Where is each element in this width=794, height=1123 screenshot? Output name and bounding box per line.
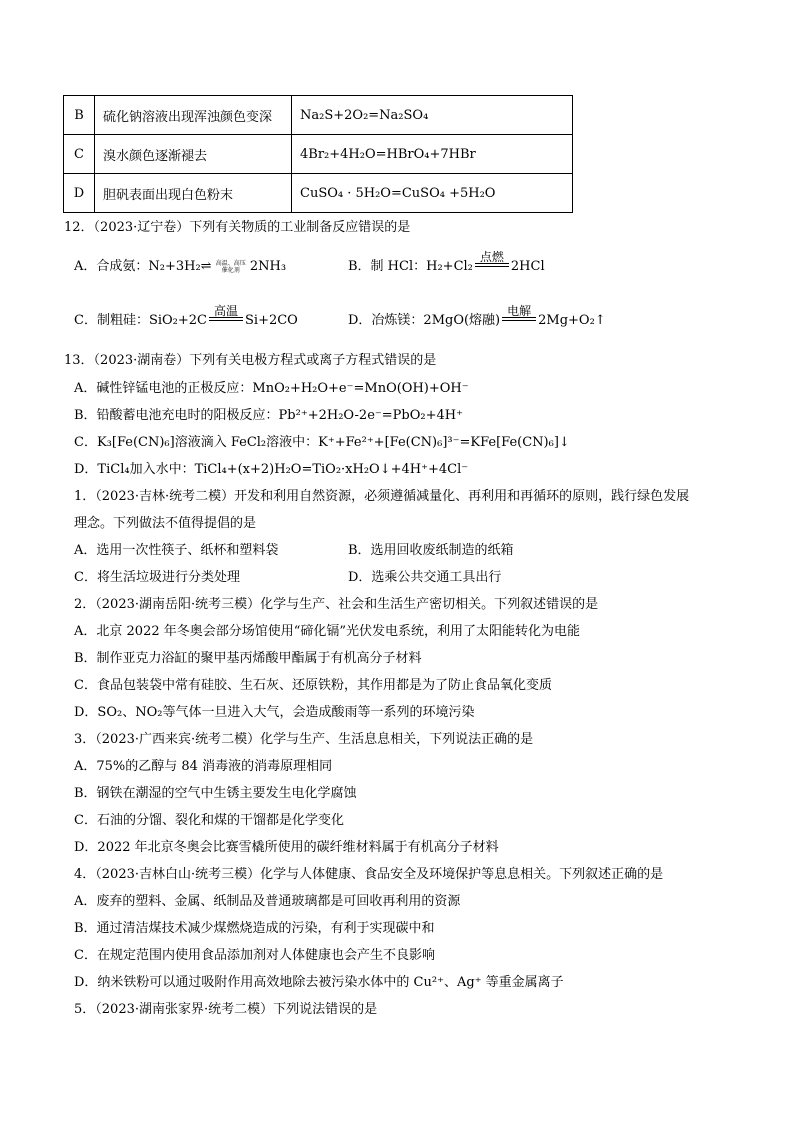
q4-stem: 4．（2023·吉林白山·统考三模）化学与人体健康、食品安全及环境保护等息息相关。下列叙述正确的是: [74, 867, 664, 882]
table-row: [64, 174, 573, 213]
q12-option-b: [348, 249, 545, 276]
row-key: B: [64, 96, 95, 135]
q12-option-a: [74, 258, 286, 276]
q12-stem: 12．（2023·辽宁卷）下列有关物质的工业制备反应错误的是: [64, 220, 411, 235]
q4-option-c: C．在规定范围内使用食品添加剂对人体健康也会产生不良影响: [74, 948, 435, 963]
reaction-condition: [502, 305, 536, 321]
q12-d-text: D．冶炼镁：2MgO(熔融): [348, 313, 501, 328]
condition-bottom: 催化剂: [221, 266, 240, 274]
q4-option-a: A．废弃的塑料、金属、纸制品及普通玻璃都是可回收再利用的资源: [74, 894, 461, 909]
q3-option-c: C．石油的分馏、裂化和煤的干馏都是化学变化: [74, 813, 344, 828]
condition-label: 电解: [507, 303, 532, 318]
q12-option-c: [74, 303, 298, 330]
q12-d-product: 2Mg+O₂↑: [538, 313, 606, 328]
q12-c-text: C．制粗硅：SiO₂+2C: [74, 313, 207, 328]
q2-option-c: C．食品包装袋中常有硅胶、生石灰、还原铁粉，其作用都是为了防止食品氧化变质: [74, 678, 552, 693]
q13-option-a: A．碱性锌锰电池的正极反应：MnO₂+H₂O+e⁻=MnO(OH)+OH⁻: [74, 381, 469, 396]
row-description: 胆矾表面出现白色粉末: [95, 174, 292, 213]
table-row: [64, 96, 573, 135]
q4-option-d: D．纳米铁粉可以通过吸附作用高效地除去被污染水体中的 Cu²⁺、Ag⁺ 等重金属离子: [74, 975, 564, 990]
q1-option-a: A．选用一次性筷子、纸杯和塑料袋: [74, 543, 279, 558]
q1-option-b: B．选用回收废纸制造的纸箱: [348, 543, 514, 558]
q12-option-d: [348, 303, 606, 330]
condition-top: 高温、高压: [215, 259, 246, 267]
q3-option-d: D．2022 年北京冬奥会比赛雪橇所使用的碳纤维材料属于有机高分子材料: [74, 840, 499, 855]
q1-option-c: C．将生活垃圾进行分类处理: [74, 570, 240, 585]
q5-stem: 5．（2023·湖南张家界·统考二模）下列说法错误的是: [74, 1002, 378, 1017]
q13-option-d: D．TiCl₄加入水中：TiCl₄+(x+2)H₂O=TiO₂·xH₂O↓+4H⁺+4Cl⁻: [74, 462, 469, 477]
q13-option-b: B．铅酸蓄电池充电时的阳极反应：Pb²⁺+2H₂O-2e⁻=PbO₂+4H⁺: [74, 408, 463, 423]
q12-a-product: 2NH₃: [249, 259, 287, 274]
q2-stem: 2．（2023·湖南岳阳·统考三模）化学与生产、社会和生活生产密切相关。下列叙述错误的是: [74, 597, 599, 612]
q12-c-product: Si+2CO: [245, 313, 298, 328]
row-description: 硫化钠溶液出现浑浊颜色变深: [95, 96, 292, 135]
q2-option-d: D．SO₂、NO₂等气体一旦进入大气，会造成酸雨等一系列的环境污染: [74, 705, 475, 720]
q3-option-b: B．钢铁在潮湿的空气中生锈主要发生电化学腐蚀: [74, 786, 357, 801]
q1-option-d: D．选乘公共交通工具出行: [348, 570, 502, 585]
table-row: [64, 135, 573, 174]
condition-label: 点燃: [479, 249, 504, 264]
q13-stem: 13．（2023·湖南卷）下列有关电极方程式或离子方程式错误的是: [64, 353, 437, 368]
q3-stem: 3．（2023·广西来宾·统考二模）化学与生产、生活息息相关，下列说法正确的是: [74, 732, 534, 747]
row-equation: CuSO₄ · 5H₂O=CuSO₄ +5H₂O: [292, 174, 573, 213]
q13-option-c: C．K₃[Fe(CN)₆]溶液滴入 FeCl₂溶液中：K⁺+Fe²⁺+[Fe(CN)₆]³⁻=KFe[Fe(CN)₆]↓: [74, 435, 570, 450]
row-equation: 4Br₂+4H₂O=HBrO₄+7HBr: [292, 135, 573, 174]
row-equation: Na₂S+2O₂=Na₂SO₄: [292, 96, 573, 135]
row-description: 溴水颜色逐渐褪去: [95, 135, 292, 174]
reaction-condition: [209, 305, 243, 321]
q2-option-b: B．制作亚克力浴缸的聚甲基丙烯酸甲酯属于有机高分子材料: [74, 651, 422, 666]
q1-stem-line2: 理念。下列做法不值得提倡的是: [74, 516, 257, 531]
row-key: D: [64, 174, 95, 213]
q12-b-product: 2HCl: [510, 259, 545, 274]
q2-option-a: A．北京 2022 年冬奥会部分场馆使用“碲化镉”光伏发电系统，利用了太阳能转化为电能: [74, 624, 581, 639]
answer-table: [63, 95, 573, 213]
q3-option-a: A．75%的乙醇与 84 消毒液的消毒原理相同: [74, 759, 333, 774]
q4-option-b: B．通过清洁煤技术减少煤燃烧造成的污染，有利于实现碳中和: [74, 921, 435, 936]
condition-label: 高温: [213, 303, 238, 318]
q1-stem-line1: 1．（2023·吉林·统考二模）开发和利用自然资源，必须遵循减量化、再利用和再循环的原则，践行绿色发展: [74, 489, 690, 504]
reaction-condition: [216, 260, 246, 274]
row-key: C: [64, 135, 95, 174]
q12-a-text: A．合成氨：N₂+3H₂⇌: [74, 259, 212, 274]
q12-b-text: B．制 HCl：H₂+Cl₂: [348, 259, 473, 274]
reaction-condition: [475, 251, 509, 267]
